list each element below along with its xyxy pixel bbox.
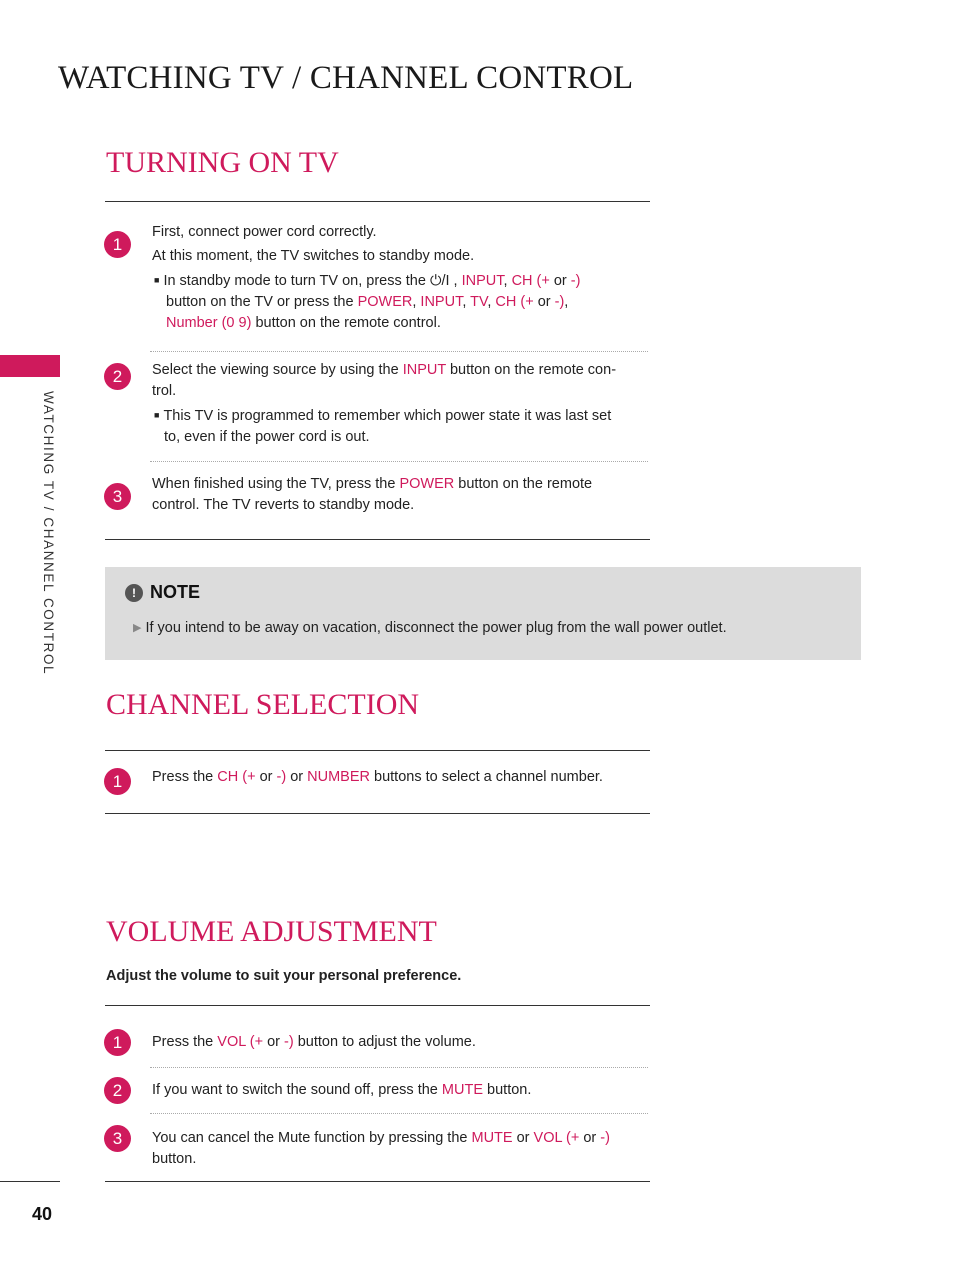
- section-rule: [105, 1181, 650, 1182]
- step-number-badge: 3: [104, 483, 131, 510]
- step-text: Select the viewing source by using the INPUT button on the remote con- trol.: [152, 362, 617, 399]
- step-text: You can cancel the Mute function by pressing the MUTE or VOL (+ or -) button.: [152, 1130, 610, 1167]
- note-box: [105, 567, 861, 660]
- step-number-badge: 1: [104, 231, 131, 258]
- step-divider: [150, 1067, 648, 1068]
- step-text: At this moment, the TV switches to standby mode.: [152, 248, 475, 264]
- step-text: Press the VOL (+ or -) button to adjust the volume.: [152, 1034, 476, 1050]
- step-divider: [150, 351, 648, 352]
- step-text: Press the CH (+ or -) or NUMBER buttons to select a channel number.: [152, 769, 603, 785]
- note-text: ▶ If you intend to be away on vacation, disconnect the power plug from the wall power outlet.: [133, 620, 727, 636]
- section-rule: [105, 539, 650, 540]
- step-number-badge: 2: [104, 1077, 131, 1104]
- step-text: When finished using the TV, press the POWER button on the remote control. The TV reverts to standby mode.: [152, 476, 593, 513]
- step-number-badge: 3: [104, 1125, 131, 1152]
- section-rule: [105, 813, 650, 814]
- section-rule: [105, 750, 650, 751]
- step-number-badge: 2: [104, 363, 131, 390]
- bullet-item: ■ In standby mode to turn TV on, press the ⏻/I , INPUT, CH (+ or -) button on the TV or press the POWER, INPUT, TV, CH (+ or -), Number (0 9) button on the remote control.: [154, 273, 581, 331]
- step-number-badge: 1: [104, 768, 131, 795]
- page-title: WATCHING TV / CHANNEL CONTROL: [58, 60, 634, 96]
- footer-rule: [0, 1181, 60, 1182]
- note-title: NOTE: [150, 582, 201, 602]
- volume-intro: Adjust the volume to suit your personal preference.: [106, 968, 462, 984]
- section-title-turning-on: TURNING ON TV: [106, 146, 339, 179]
- section-rule: [105, 1005, 650, 1006]
- power-icon: ⏻/I: [429, 273, 450, 289]
- step-text: If you want to switch the sound off, press the MUTE button.: [152, 1082, 532, 1098]
- step-text: First, connect power cord correctly.: [152, 224, 377, 240]
- step-number-badge: 1: [104, 1029, 131, 1056]
- exclamation-icon: !: [125, 584, 143, 602]
- step-divider: [150, 1113, 648, 1114]
- bullet-item: ■ This TV is programmed to remember which power state it was last set to, even if the power cord is out.: [154, 408, 612, 445]
- triangle-bullet-icon: ▶: [133, 622, 142, 634]
- step-divider: [150, 461, 648, 462]
- side-section-label: WATCHING TV / CHANNEL CONTROL: [41, 391, 56, 676]
- section-title-volume: VOLUME ADJUSTMENT: [106, 915, 437, 948]
- page-number: 40: [32, 1204, 53, 1224]
- side-tab-marker: [0, 355, 60, 377]
- section-title-channel: CHANNEL SELECTION: [106, 688, 420, 721]
- section-rule: [105, 201, 650, 202]
